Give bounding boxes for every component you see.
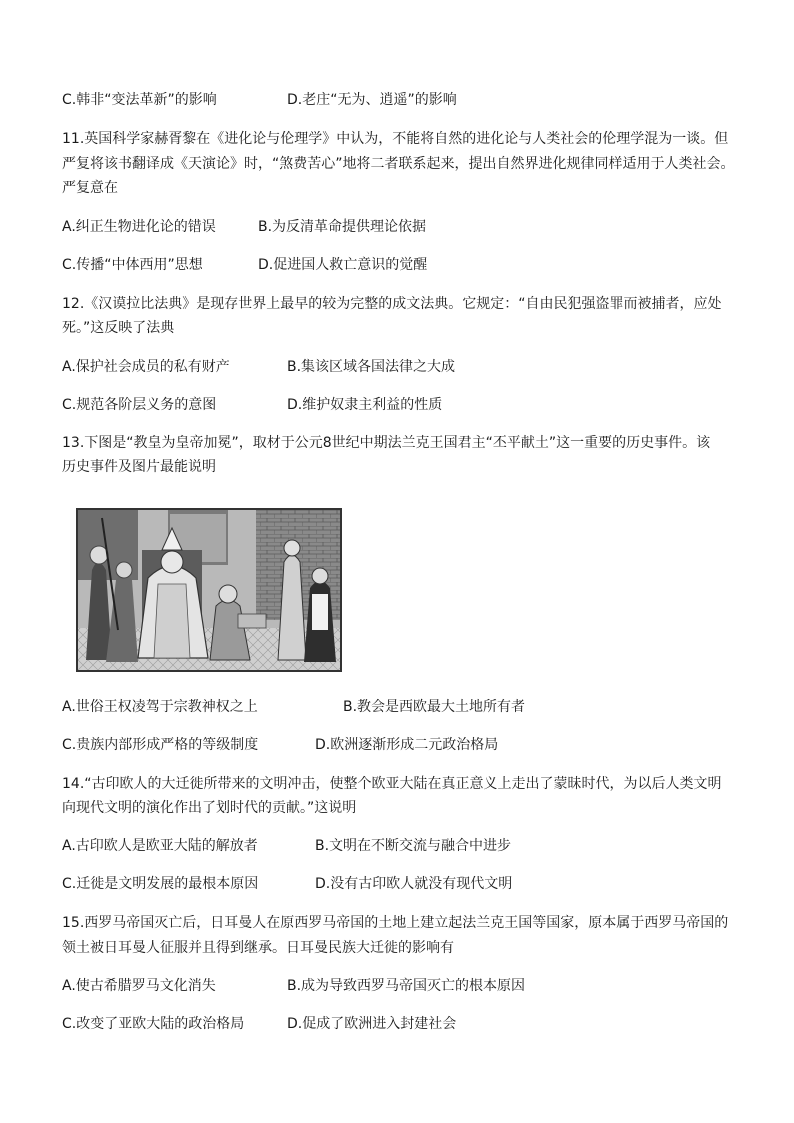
q12-stem-line1: 12.《汉谟拉比法典》是现存世界上最早的较为完整的成文法典。它规定：“自由民犯强盗罪而被捕者，应处: [62, 296, 722, 312]
q14-option-c: C.迁徙是文明发展的最根本原因: [62, 876, 259, 892]
q14-stem-line1: 14.“古印欧人的大迁徙所带来的文明冲击，使整个欧亚大陆在真正意义上走出了蒙昧时代，为以后人类文明: [62, 776, 722, 792]
q10-option-c: C.韩非“变法革新”的影响: [62, 92, 217, 108]
q13-stem-line1: 13.下图是“教皇为皇帝加冕”，取材于公元8世纪中期法兰克王国君主“丕平献土”这一重要的历史事件。该: [62, 435, 711, 451]
q15-stem-line2: 领土被日耳曼人征服并且得到继承。日耳曼民族大迁徙的影响有: [62, 940, 454, 956]
q14-stem-line2: 向现代文明的演化作出了划时代的贡献。”这说明: [62, 800, 357, 816]
q14-option-b: B.文明在不断交流与融合中进步: [315, 838, 512, 854]
q12-stem-line2: 死。”这反映了法典: [62, 320, 175, 336]
q14-option-d: D.没有古印欧人就没有现代文明: [315, 876, 513, 892]
q13-stem-line2: 历史事件及图片最能说明: [62, 459, 216, 475]
q12-option-b: B.集该区域各国法律之大成: [287, 359, 456, 375]
q11-option-b: B.为反清革命提供理论依据: [258, 219, 427, 235]
q11-stem-line1: 11.英国科学家赫胥黎在《进化论与伦理学》中认为，不能将自然的进化论与人类社会的伦理学混为一谈。但: [62, 131, 729, 147]
q11-option-d: D.促进国人救亡意识的觉醒: [258, 257, 428, 273]
q13-option-a: A.世俗王权凌驾于宗教神权之上: [62, 699, 258, 715]
q11-stem-line3: 严复意在: [62, 180, 118, 196]
q11-option-c: C.传播“中体西用”思想: [62, 257, 203, 273]
q15-option-c: C.改变了亚欧大陆的政治格局: [62, 1016, 245, 1032]
q13-option-c: C.贵族内部形成严格的等级制度: [62, 737, 259, 753]
coronation-illustration: [76, 508, 342, 672]
q12-option-d: D.维护奴隶主利益的性质: [287, 397, 443, 413]
q10-option-d: D.老庄“无为、逍遥”的影响: [287, 92, 457, 108]
q15-option-d: D.促成了欧洲进入封建社会: [287, 1016, 457, 1032]
q15-option-b: B.成为导致西罗马帝国灭亡的根本原因: [287, 978, 526, 994]
q12-option-a: A.保护社会成员的私有财产: [62, 359, 230, 375]
q15-stem-line1: 15.西罗马帝国灭亡后，日耳曼人在原西罗马帝国的土地上建立起法兰克王国等国家，原本属于西罗马帝国的: [62, 915, 729, 931]
q13-option-b: B.教会是西欧最大土地所有者: [343, 699, 526, 715]
q15-option-a: A.使古希腊罗马文化消失: [62, 978, 216, 994]
q11-stem-line2: 严复将该书翻译成《天演论》时，“煞费苦心”地将二者联系起来，提出自然界进化规律同样适用于人类社会。: [62, 156, 735, 172]
q14-option-a: A.古印欧人是欧亚大陆的解放者: [62, 838, 258, 854]
q11-option-a: A.纠正生物进化论的错误: [62, 219, 216, 235]
q13-option-d: D.欧洲逐渐形成二元政治格局: [315, 737, 499, 753]
q12-option-c: C.规范各阶层义务的意图: [62, 397, 217, 413]
